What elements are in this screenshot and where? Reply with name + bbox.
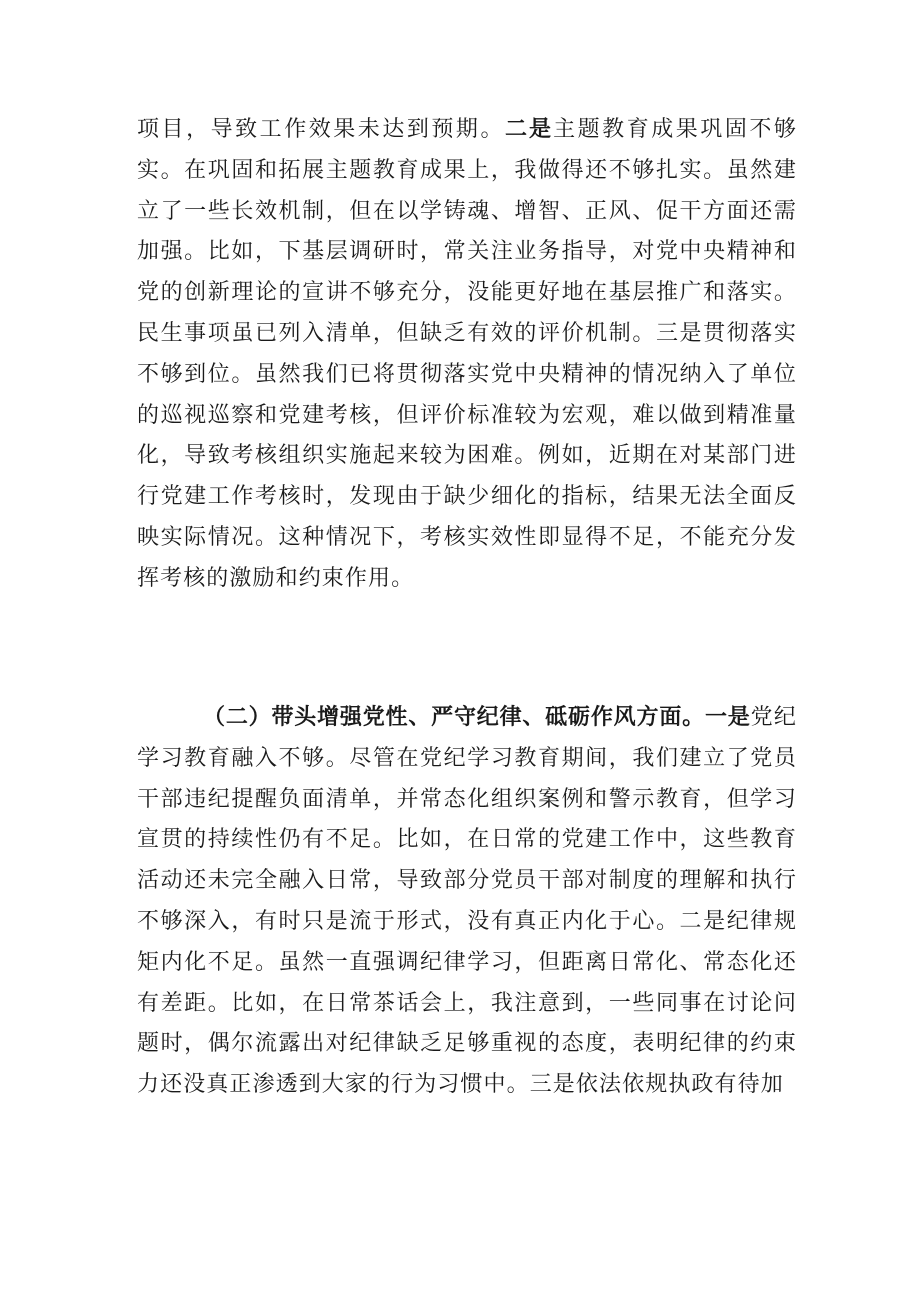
paragraph-2-marker-yi-shi: 一是 [704, 705, 751, 730]
paragraph-1 [137, 110, 797, 600]
paragraph-2-body: 党纪学习教育融入不够。尽管在党纪学习教育期间，我们建立了党员干部违纪提醒负面清单，并常态化组织案例和警示教育，但学习宣贯的持续性仍有不足。比如，在日常的党建工作中，这些教育活动还未完全融入日常，导致部分党员干部对制度的理解和执行不够深入，有时只是流于形式，没有真正内化于心。二是纪律规矩内化不足。虽然一直强调纪律学习，但距离日常化、常态化还有差距。比如，在日常茶话会上，我注意到，一些同事在讨论问题时，偶尔流露出对纪律缺乏足够重视的态度，表明纪律的约束力还没真正渗透到大家的行为习惯中。三是依法依规执政有待加 [137, 705, 798, 1098]
paragraph-1-body: 主题教育成果巩固不够实。在巩固和拓展主题教育成果上，我做得还不够扎实。虽然建立了一些长效机制，但在以学铸魂、增智、正风、促干方面还需加强。比如，下基层调研时，常关注业务指导，对党中央精神和党的创新理论的宣讲不够充分，没能更好地在基层推广和落实。民生事项虽已列入清单，但缺乏有效的评价机制。三是贯彻落实不够到位。虽然我们已将贯彻落实党中央精神的情况纳入了单位的巡视巡察和党建考核，但评价标准较为宏观，难以做到精准量化，导致考核组织实施起来较为困难。例如，近期在对某部门进行党建工作考核时，发现由于缺少细化的指标，结果无法全面反映实际情况。这种情况下，考核实效性即显得不足，不能充分发挥考核的激励和约束作用。 [137, 117, 797, 591]
section-heading-2: （二）带头增强党性、严守纪律、砥砺作风方面。 [203, 705, 705, 730]
paragraph-1-lead: 项目，导致工作效果未达到预期。 [137, 117, 506, 142]
paragraph-1-marker-er-shi: 二是 [505, 117, 554, 142]
paragraph-2 [137, 698, 797, 1106]
